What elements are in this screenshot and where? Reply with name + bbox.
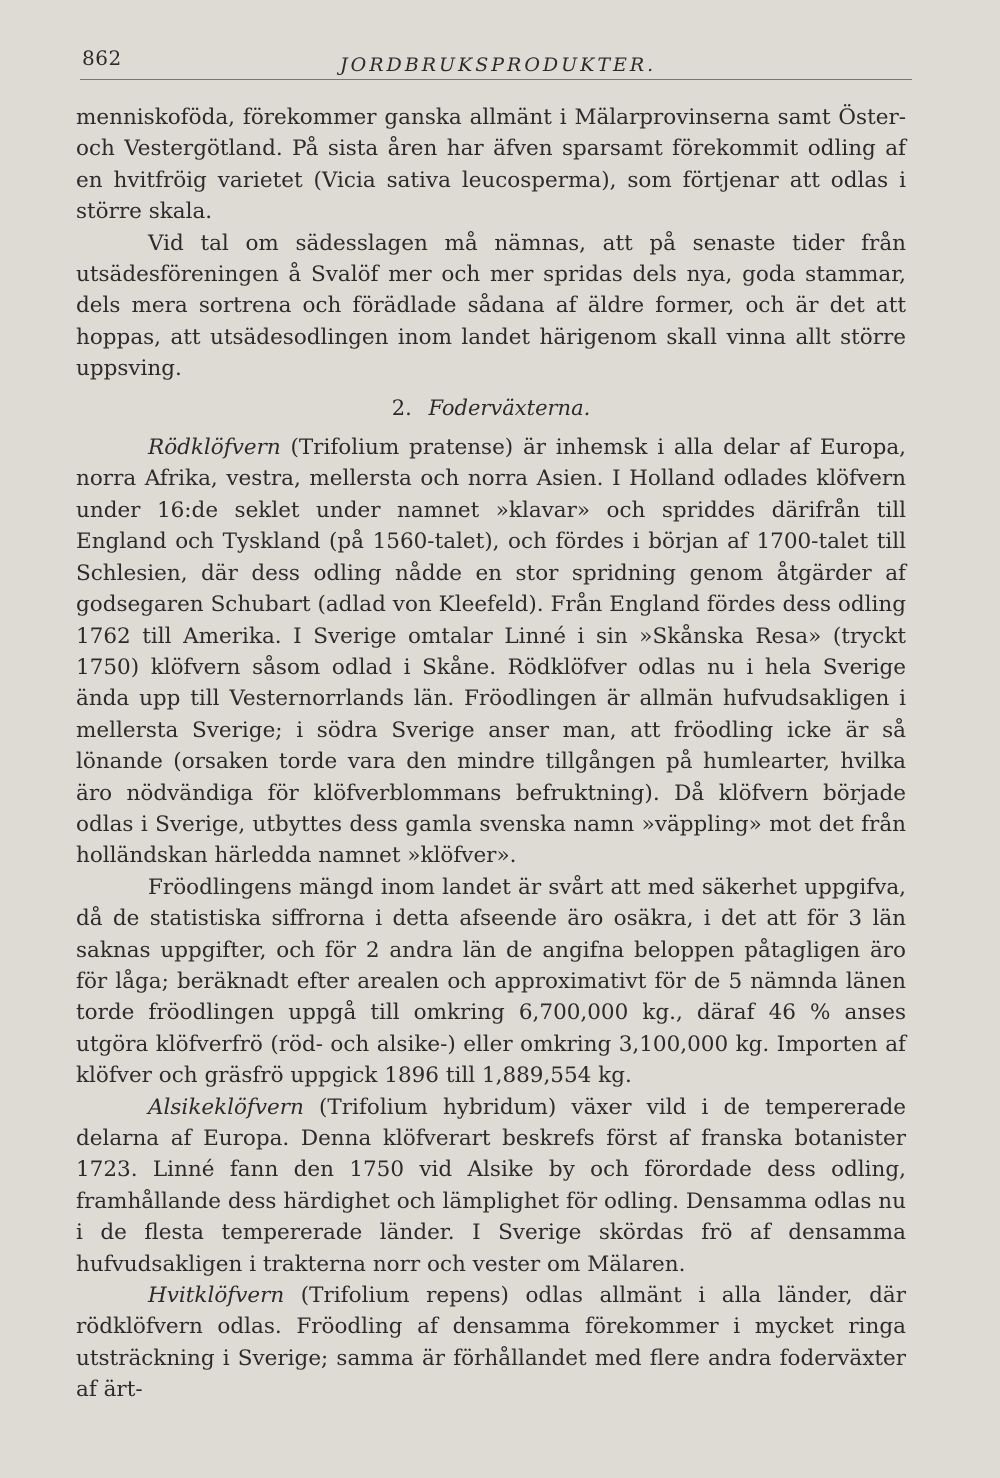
paragraph-sadesslagen: Vid tal om sädesslagen må nämnas, att på senaste tider från utsädesföreningen å Svalöf mer och mer spridas dels nya, goda stammar, dels mera sortrena och förädlade sådana af äldre former, och är det att hoppas, att utsädesodlingen inom landet härigenom skall vinna allt större uppsving. [76,230,906,382]
running-head [0,40,1000,80]
paragraph-hvitklover [76,1280,906,1406]
header-rule [80,79,912,80]
paragraph-froodling: Fröodlingens mängd inom landet är svårt att med säkerhet uppgifva, då de statistiska siffrorna i detta afseende äro osäkra, i det att för 3 län saknas uppgifter, och för 2 andra län de angifna beloppen påtagligen äro för låga; beräknadt efter arealen och approximativt för de 5 nämnda länen torde fröodlingen uppgå till omkring 6,700,000 kg., däraf 46 % anses utgöra klöfverfrö (röd- och alsike-) eller omkring 3,100,000 kg. Importen af klöfver och gräsfrö uppgick 1896 till 1,889,554 kg. [76,874,906,1089]
section-title: Foderväxterna. [428,395,591,420]
entry-lead-rodklover: Rödklöfvern [148,435,281,461]
entry-lead-hvitklover: Hvitklöfvern [148,1283,285,1309]
section-number: 2. [391,395,412,420]
body-text [76,102,906,1406]
entry-text-hvitklover: (Trifolium repens) odlas allmänt i alla länder, där rödklöfvern odlas. Fröodling af densamma förekommer i mycket ringa utsträckning i Sverige; samma är förhållandet med flere andra foderväxter af ärt- [76,1283,906,1403]
entry-lead-alsike: Alsikeklöfvern [148,1094,304,1120]
paragraph-rodklover [76,432,906,872]
paragraph-continuation: menniskoföda, förekommer ganska allmänt i Mälarprovinserna samt Öster- och Vestergötland. På sista åren har äfven sparsamt förekommit odling af en hvitfröig varietet (Vicia sativa leucosperma), som förtjenar att odlas i större skala. [76,105,906,225]
running-title: JORDBRUKSPRODUKTER. [340,54,657,76]
section-heading [76,393,906,424]
page-number: 862 [82,46,122,70]
paragraph-alsike [76,1092,906,1280]
entry-text-rodklover: (Trifolium pratense) är inhemsk i alla delar af Europa, norra Afrika, vestra, mellersta och norra Asien. I Holland odlades klöfvern under 16:de seklet under namnet »klavar» och spriddes därifrån till England och Tyskland (på 1560-talet), och fördes i början af 1700-talet till Schlesien, där dess odling nådde en stor spridning genom åtgärder af godsegaren Schubart (adlad von Kleefeld). Från England fördes dess odling 1762 till Amerika. I Sverige omtalar Linné i sin »Skånska Resa» (tryckt 1750) klöfvern såsom odlad i Skåne. Rödklöfver odlas nu i hela Sverige ända upp till Vesternorrlands län. Fröodlingen är allmän hufvudsakligen i mellersta Sverige; i södra Sverige anser man, att fröodling icke är så lönande (orsaken torde vara den mindre tillgången på humlearter, hvilka äro nödvändiga för klöfverblommans befruktning). Då klöfvern började odlas i Sverige, utbyttes dess gamla svenska namn »väppling» mot det från holländskan härledda namnet »klöfver». [76,435,906,869]
entry-text-alsike: (Trifolium hybridum) växer vild i de tempererade delarna af Europa. Denna klöfverart beskrefs först af franska botanister 1723. Linné fann den 1750 vid Alsike by och förordade dess odling, framhållande dess härdighet och lämplighet för odling. Densamma odlas nu i de flesta tempererade länder. I Sverige skördas frö af densamma hufvudsakligen i trakterna norr och vester om Mälaren. [76,1094,906,1277]
